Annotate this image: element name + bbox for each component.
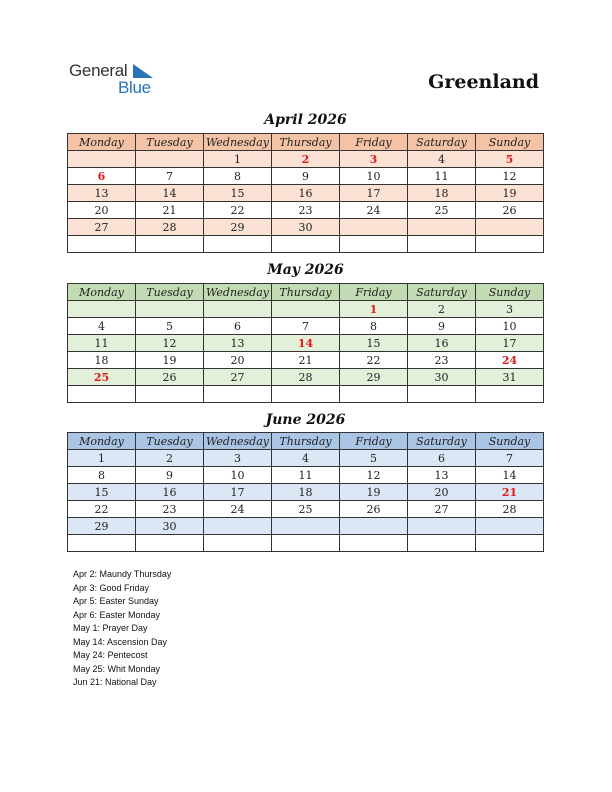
day-cell: 26 [476, 202, 544, 219]
day-cell: 9 [272, 168, 340, 185]
empty-day-cell [408, 219, 476, 236]
day-cell: 19 [340, 484, 408, 501]
day-cell: 30 [272, 219, 340, 236]
empty-day-cell [340, 236, 408, 253]
day-cell: 22 [68, 501, 136, 518]
weekday-header-friday: Friday [340, 284, 408, 301]
empty-day-cell [136, 535, 204, 552]
day-cell: 21 [476, 484, 544, 501]
day-cell: 1 [340, 301, 408, 318]
day-cell: 4 [408, 151, 476, 168]
empty-day-cell [408, 236, 476, 253]
day-cell: 11 [272, 467, 340, 484]
holiday-item: Apr 2: Maundy Thursday [73, 569, 172, 579]
week-row [68, 168, 544, 185]
empty-day-cell [68, 386, 136, 403]
empty-day-cell [476, 236, 544, 253]
day-cell: 1 [204, 151, 272, 168]
day-cell: 21 [136, 202, 204, 219]
day-cell: 20 [68, 202, 136, 219]
day-cell: 18 [272, 484, 340, 501]
day-cell: 8 [68, 467, 136, 484]
logo-text-general: General [69, 61, 128, 80]
weekday-header-friday: Friday [340, 134, 408, 151]
day-cell: 17 [340, 185, 408, 202]
day-cell: 11 [408, 168, 476, 185]
day-cell: 3 [204, 450, 272, 467]
day-cell: 30 [136, 518, 204, 535]
country-title: Greenland [428, 71, 539, 93]
empty-day-cell [272, 535, 340, 552]
day-cell: 23 [408, 352, 476, 369]
day-cell: 21 [272, 352, 340, 369]
day-cell: 25 [272, 501, 340, 518]
week-row [68, 535, 544, 552]
day-cell: 25 [68, 369, 136, 386]
day-cell: 10 [476, 318, 544, 335]
weekday-header-monday: Monday [68, 134, 136, 151]
weekday-header-monday: Monday [68, 284, 136, 301]
day-cell: 2 [408, 301, 476, 318]
logo-triangle-icon [133, 64, 155, 78]
day-cell: 25 [408, 202, 476, 219]
day-cell: 8 [340, 318, 408, 335]
week-row [68, 151, 544, 168]
empty-day-cell [136, 386, 204, 403]
weekday-header-sunday: Sunday [476, 284, 544, 301]
holiday-item: Apr 6: Easter Monday [73, 609, 161, 620]
empty-day-cell [204, 386, 272, 403]
day-cell: 20 [204, 352, 272, 369]
day-cell: 24 [340, 202, 408, 219]
weekday-header-tuesday: Tuesday [136, 433, 204, 450]
day-cell: 15 [340, 335, 408, 352]
day-cell: 14 [476, 467, 544, 484]
day-cell: 14 [136, 185, 204, 202]
week-row [68, 386, 544, 403]
holiday-item: Jun 21: National Day [73, 677, 157, 687]
month-title-may: May 2026 [267, 262, 344, 278]
empty-day-cell [136, 236, 204, 253]
day-cell: 9 [408, 318, 476, 335]
holiday-item: May 25: Whit Monday [73, 663, 161, 674]
day-cell: 13 [408, 467, 476, 484]
day-cell: 13 [204, 335, 272, 352]
day-cell: 6 [408, 450, 476, 467]
day-cell: 6 [68, 168, 136, 185]
holiday-list [73, 568, 171, 690]
day-cell: 11 [68, 335, 136, 352]
logo-text-blue: Blue [118, 78, 151, 97]
empty-day-cell [68, 301, 136, 318]
week-row [68, 318, 544, 335]
day-cell: 2 [272, 151, 340, 168]
day-cell: 24 [204, 501, 272, 518]
day-cell: 19 [136, 352, 204, 369]
month-title-june: June 2026 [265, 412, 346, 428]
week-row [68, 301, 544, 318]
day-cell: 27 [204, 369, 272, 386]
weekday-header-sunday: Sunday [476, 134, 544, 151]
empty-day-cell [272, 236, 340, 253]
day-cell: 26 [136, 369, 204, 386]
day-cell: 12 [340, 467, 408, 484]
holiday-item: May 1: Prayer Day [73, 623, 148, 633]
weekday-header-row [68, 284, 544, 301]
empty-day-cell [340, 518, 408, 535]
day-cell: 4 [272, 450, 340, 467]
day-cell: 16 [136, 484, 204, 501]
day-cell: 13 [68, 185, 136, 202]
day-cell: 27 [68, 219, 136, 236]
day-cell: 28 [272, 369, 340, 386]
holiday-item: Apr 3: Good Friday [73, 582, 150, 593]
day-cell: 29 [68, 518, 136, 535]
holiday-item: May 14: Ascension Day [73, 636, 168, 647]
weekday-header-row [68, 433, 544, 450]
day-cell: 23 [136, 501, 204, 518]
empty-day-cell [68, 151, 136, 168]
weekday-header-thursday: Thursday [272, 134, 340, 151]
weekday-header-thursday: Thursday [272, 433, 340, 450]
empty-day-cell [408, 535, 476, 552]
week-row [68, 202, 544, 219]
week-row [68, 467, 544, 484]
week-row [68, 518, 544, 535]
empty-day-cell [204, 518, 272, 535]
day-cell: 10 [204, 467, 272, 484]
generalblue-logo [69, 61, 169, 97]
week-row [68, 484, 544, 501]
weekday-header-saturday: Saturday [408, 284, 476, 301]
week-row [68, 352, 544, 369]
day-cell: 15 [204, 185, 272, 202]
week-row [68, 185, 544, 202]
weekday-header-friday: Friday [340, 433, 408, 450]
empty-day-cell [272, 386, 340, 403]
day-cell: 12 [476, 168, 544, 185]
empty-day-cell [68, 535, 136, 552]
day-cell: 3 [340, 151, 408, 168]
day-cell: 5 [136, 318, 204, 335]
week-row [68, 450, 544, 467]
month-title-april: April 2026 [264, 112, 347, 128]
weekday-header-wednesday: Wednesday [204, 433, 272, 450]
day-cell: 20 [408, 484, 476, 501]
holiday-item: May 24: Pentecost [73, 650, 148, 660]
empty-day-cell [204, 535, 272, 552]
holiday-item: Apr 5: Easter Sunday [73, 596, 159, 606]
empty-day-cell [68, 236, 136, 253]
empty-day-cell [272, 518, 340, 535]
day-cell: 7 [272, 318, 340, 335]
day-cell: 16 [408, 335, 476, 352]
weekday-header-saturday: Saturday [408, 433, 476, 450]
day-cell: 17 [204, 484, 272, 501]
weekday-header-wednesday: Wednesday [204, 284, 272, 301]
weekday-header-saturday: Saturday [408, 134, 476, 151]
day-cell: 29 [340, 369, 408, 386]
empty-day-cell [272, 301, 340, 318]
calendar-may [67, 283, 544, 403]
weekday-header-monday: Monday [68, 433, 136, 450]
day-cell: 27 [408, 501, 476, 518]
day-cell: 22 [204, 202, 272, 219]
empty-day-cell [204, 301, 272, 318]
day-cell: 8 [204, 168, 272, 185]
day-cell: 18 [408, 185, 476, 202]
day-cell: 14 [272, 335, 340, 352]
empty-day-cell [340, 219, 408, 236]
weekday-header-row [68, 134, 544, 151]
empty-day-cell [340, 386, 408, 403]
empty-day-cell [204, 236, 272, 253]
day-cell: 23 [272, 202, 340, 219]
empty-day-cell [476, 386, 544, 403]
day-cell: 31 [476, 369, 544, 386]
empty-day-cell [408, 518, 476, 535]
day-cell: 12 [136, 335, 204, 352]
day-cell: 10 [340, 168, 408, 185]
calendar-june [67, 432, 544, 552]
empty-day-cell [136, 151, 204, 168]
day-cell: 28 [136, 219, 204, 236]
day-cell: 29 [204, 219, 272, 236]
empty-day-cell [476, 535, 544, 552]
day-cell: 5 [340, 450, 408, 467]
day-cell: 16 [272, 185, 340, 202]
week-row [68, 369, 544, 386]
day-cell: 2 [136, 450, 204, 467]
week-row [68, 219, 544, 236]
day-cell: 17 [476, 335, 544, 352]
day-cell: 1 [68, 450, 136, 467]
week-row [68, 236, 544, 253]
day-cell: 24 [476, 352, 544, 369]
day-cell: 7 [136, 168, 204, 185]
weekday-header-sunday: Sunday [476, 433, 544, 450]
day-cell: 4 [68, 318, 136, 335]
day-cell: 18 [68, 352, 136, 369]
day-cell: 30 [408, 369, 476, 386]
week-row [68, 501, 544, 518]
day-cell: 9 [136, 467, 204, 484]
weekday-header-thursday: Thursday [272, 284, 340, 301]
day-cell: 5 [476, 151, 544, 168]
weekday-header-wednesday: Wednesday [204, 134, 272, 151]
day-cell: 6 [204, 318, 272, 335]
empty-day-cell [340, 535, 408, 552]
calendar-april [67, 133, 544, 253]
empty-day-cell [476, 518, 544, 535]
day-cell: 28 [476, 501, 544, 518]
empty-day-cell [476, 219, 544, 236]
weekday-header-tuesday: Tuesday [136, 134, 204, 151]
empty-day-cell [136, 301, 204, 318]
day-cell: 15 [68, 484, 136, 501]
day-cell: 26 [340, 501, 408, 518]
day-cell: 3 [476, 301, 544, 318]
empty-day-cell [408, 386, 476, 403]
day-cell: 22 [340, 352, 408, 369]
day-cell: 19 [476, 185, 544, 202]
week-row [68, 335, 544, 352]
day-cell: 7 [476, 450, 544, 467]
weekday-header-tuesday: Tuesday [136, 284, 204, 301]
